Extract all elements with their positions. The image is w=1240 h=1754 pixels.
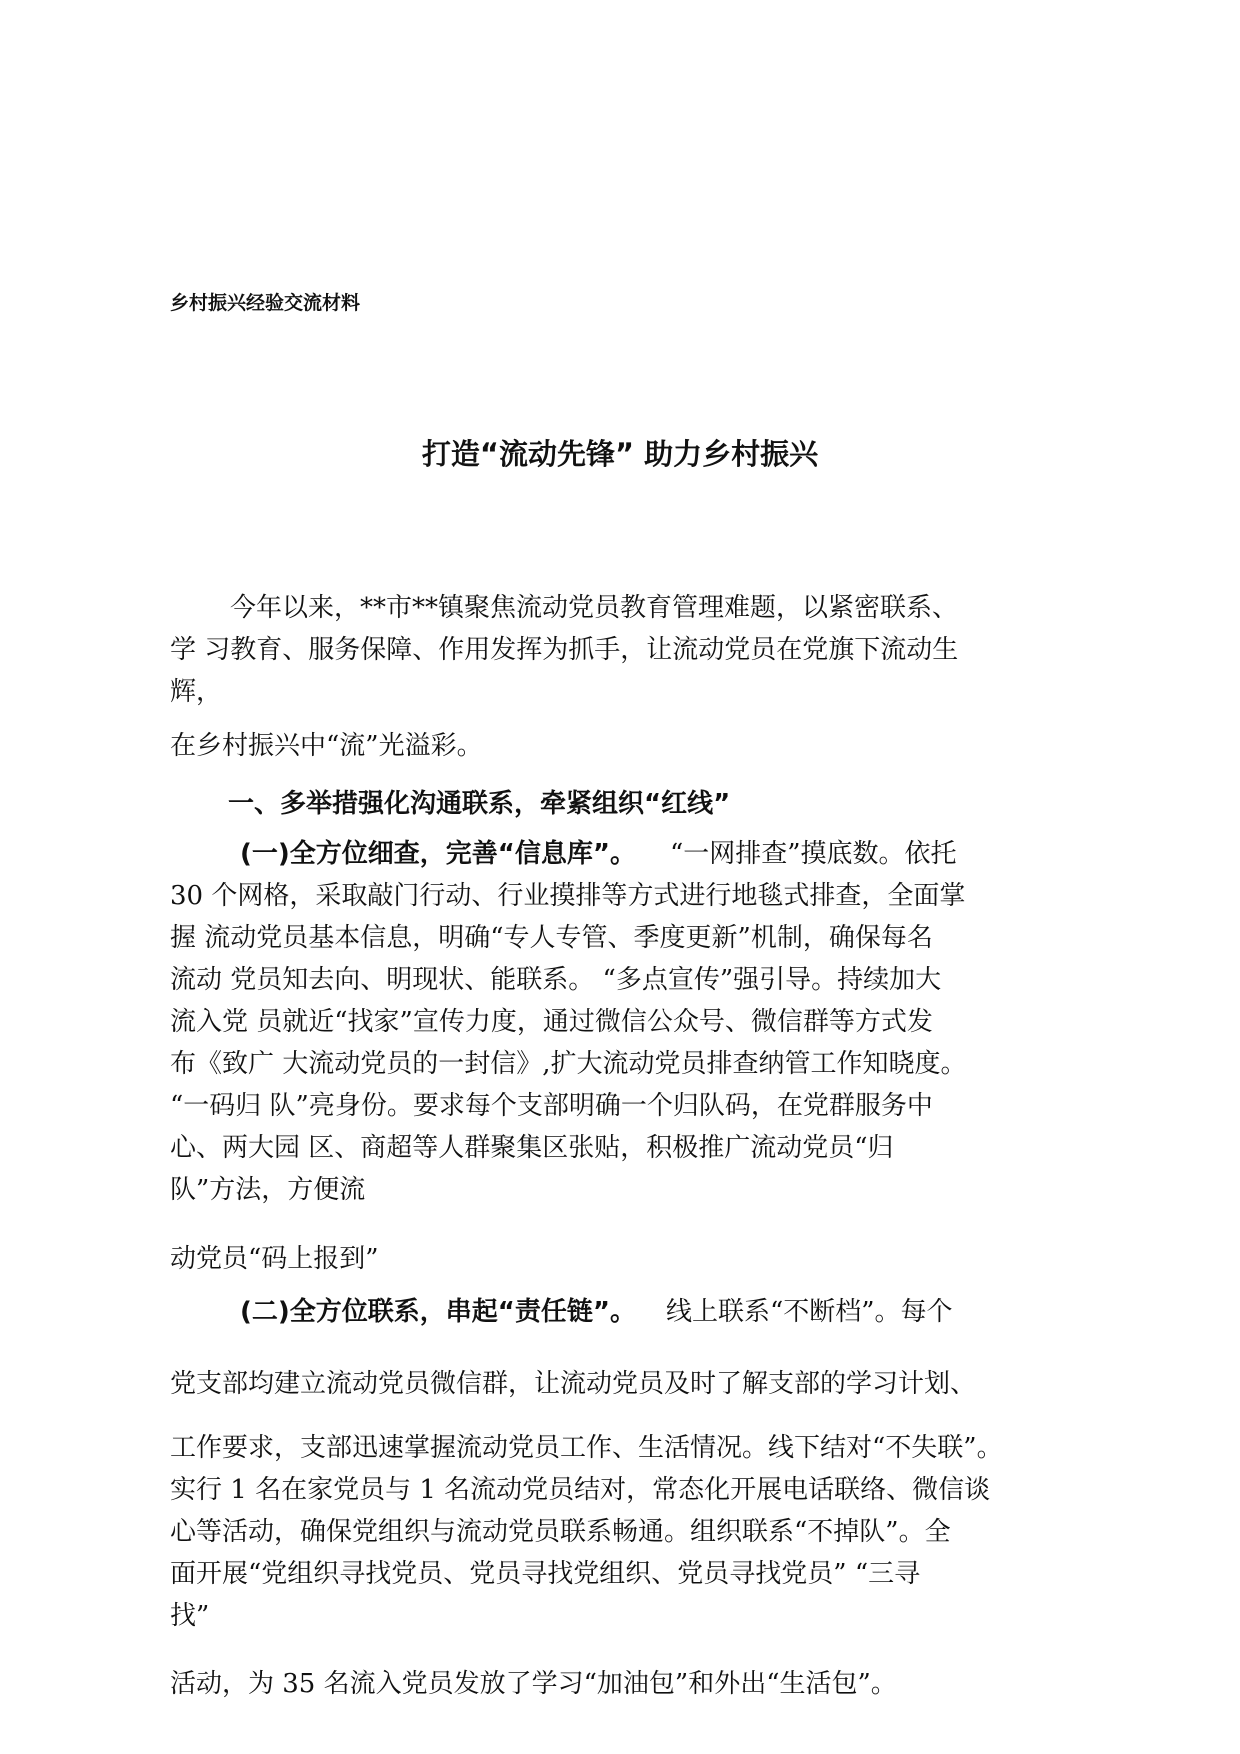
paragraph-line: 队”方法，方便流: [170, 1175, 366, 1205]
document-label: 乡村振兴经验交流材料: [170, 292, 361, 314]
subsection-heading: (二)全方位联系，串起“责任链”。: [240, 1297, 636, 1327]
intro-line: 学 习教育、服务保障、作用发挥为抓手，让流动党员在党旗下流动生: [170, 635, 959, 665]
paragraph-line: 握 流动党员基本信息，明确“专人专管、季度更新”机制，确保每名: [170, 923, 933, 953]
section-heading: 一、多举措强化沟通联系，牵紧组织“红线”: [228, 789, 731, 819]
paragraph-line: [240, 838, 957, 870]
paragraph-line: 实行 1 名在家党员与 1 名流动党员结对，常态化开展电话联络、微信谈: [170, 1475, 991, 1505]
paragraph-line: “一码归 队”亮身份。要求每个支部明确一个归队码，在党群服务中: [170, 1091, 933, 1121]
paragraph-line: 党支部均建立流动党员微信群，让流动党员及时了解支部的学习计划、: [170, 1369, 977, 1399]
document-title: 打造“流动先锋” 助力乡村振兴: [421, 437, 819, 471]
intro-line: 辉，: [170, 677, 223, 707]
paragraph-line: 布《致广 大流动党员的一封信》,扩大流动党员排查纳管工作知晓度。: [170, 1049, 967, 1079]
paragraph-line: [240, 1296, 953, 1328]
paragraph-line: 动党员“码上报到”: [170, 1244, 379, 1274]
intro-line: 今年以来，**市**镇聚焦流动党员教育管理难题，以紧密联系、: [230, 593, 959, 623]
paragraph-text: “一网排查”摸底数。依托: [669, 839, 957, 869]
paragraph-line: 心、两大园 区、商超等人群聚集区张贴，积极推广流动党员“归: [170, 1133, 894, 1163]
paragraph-line: 流动 党员知去向、明现状、能联系。 “多点宣传”强引导。持续加大: [170, 965, 942, 995]
paragraph-line: 心等活动，确保党组织与流动党员联系畅通。组织联系“不掉队”。全: [170, 1517, 951, 1547]
subsection-heading: (一)全方位细查，完善“信息库”。: [240, 839, 636, 869]
paragraph-line: 流入党 员就近“找家”宣传力度，通过微信公众号、微信群等方式发: [170, 1007, 933, 1037]
paragraph-line: 工作要求，支部迅速掌握流动党员工作、生活情况。线下结对“不失联”。: [170, 1433, 1003, 1463]
paragraph-line: 面开展“党组织寻找党员、党员寻找党组织、党员寻找党员” “三寻: [170, 1559, 921, 1589]
paragraph-line: 30 个网格，采取敲门行动、行业摸排等方式进行地毯式排查，全面掌: [170, 881, 966, 911]
intro-line: 在乡村振兴中“流”光溢彩。: [170, 731, 483, 761]
paragraph-line: 找”: [170, 1601, 210, 1631]
paragraph-line: 活动，为 35 名流入党员发放了学习“加油包”和外出“生活包”。: [170, 1669, 897, 1699]
paragraph-text: 线上联系“不断档”。每个: [665, 1297, 953, 1327]
